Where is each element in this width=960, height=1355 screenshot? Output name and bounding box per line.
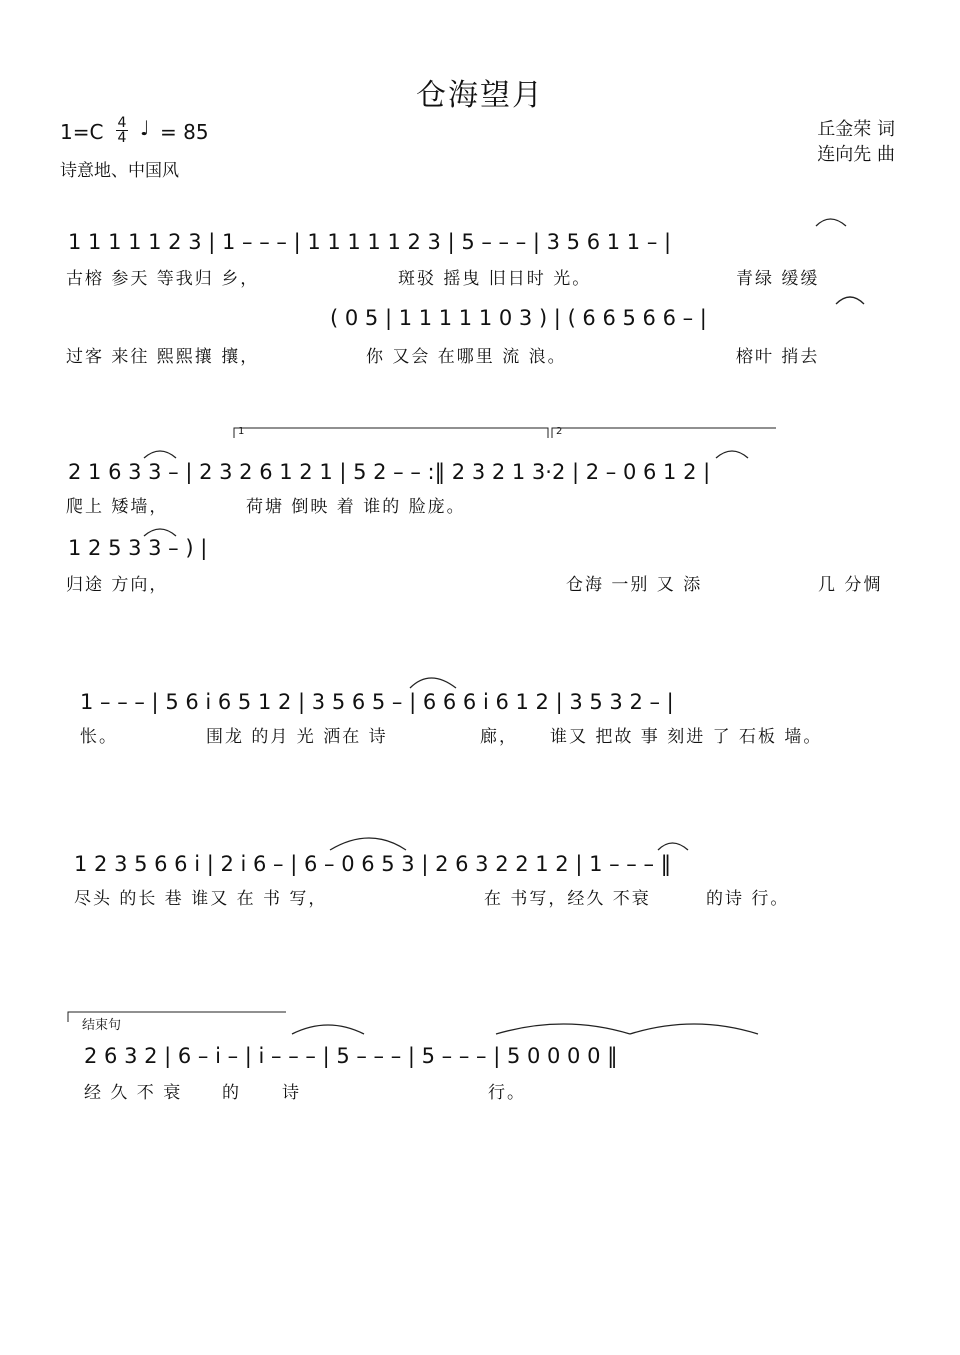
lyric-7b: 的: [222, 1083, 241, 1103]
lyric-4b: 仓海 一别 又 添: [566, 575, 703, 595]
ending-bracket: [68, 1012, 286, 1022]
expression-mark: 诗意地、中国风: [60, 161, 179, 181]
ending-label: 结束句: [82, 1018, 122, 1033]
notation-row-5: 1 – – – | 5 6 i 6 5 1 2 | 3 5 6 5 – | 6 6 6 i 6 1 2 | 3 5 3 2 – |: [80, 690, 674, 714]
lyric-6b: 在 书写，经久 不衰: [484, 889, 651, 909]
notation-row-2: ( 0 5 | 1 1 1 1 1 0 3 ) | ( 6 6 5 6 6 – |: [330, 306, 707, 330]
lyric-6a: 尽头 的长 巷 谁又 在 书 写，: [74, 889, 328, 909]
slur: [836, 297, 864, 304]
tempo-value: = 85: [160, 120, 209, 144]
lyric-6c: 的诗 行。: [706, 889, 790, 909]
time-signature-bottom: 4: [117, 130, 127, 146]
composer-credit: 连向先 曲: [817, 144, 895, 165]
lyric-5c: 廊，: [480, 727, 518, 747]
slur: [144, 529, 176, 536]
slur: [292, 1025, 364, 1034]
lyric-5b: 围龙 的月 光 洒在 诗: [206, 727, 388, 747]
lyric-3a: 爬上 矮墙，: [66, 497, 169, 517]
notation-row-7: 2 6 3 2 | 6 – i – | i – – – | 5 – – – | 5 – – – | 5 0 0 0 0 ‖: [84, 1044, 618, 1068]
slur: [816, 219, 846, 226]
lyric-4c: 几 分惆: [818, 575, 883, 595]
slur: [496, 1024, 630, 1034]
lyric-2a: 过客 来往 熙熙攘 攘，: [66, 347, 260, 367]
volta-bracket-2: [552, 428, 776, 438]
lyric-3b: 荷塘 倒映 着 谁的 脸庞。: [246, 497, 466, 517]
lyric-7c: 诗: [282, 1083, 301, 1103]
lyric-1b: 斑驳 摇曳 旧日时 光。: [398, 269, 592, 289]
slur: [330, 838, 406, 850]
lyric-7d: 行。: [488, 1083, 526, 1103]
slur: [658, 843, 688, 850]
lyric-1a: 古榕 参天 等我归 乡，: [66, 269, 260, 289]
quarter-note-icon: ♩: [140, 116, 150, 140]
slur: [144, 451, 176, 458]
lyric-7a: 经 久 不 衰: [84, 1083, 183, 1103]
lyric-1c: 青绿 缓缓: [736, 269, 820, 289]
lyricist-credit: 丘金荣 词: [817, 119, 895, 140]
lyric-2c: 榕叶 捎去: [736, 347, 820, 367]
lyric-4a: 归途 方向，: [66, 575, 169, 595]
lyric-2b: 你 又会 在哪里 流 浪。: [366, 347, 567, 367]
song-title: 仓海望月: [416, 78, 544, 113]
notation-row-6: 1 2 3 5 6 6 i | 2 i 6 – | 6 – 0 6 5 3 | 2 6 3 2 2 1 2 | 1 – – – ‖: [74, 852, 672, 876]
lyric-5a: 怅。: [80, 727, 118, 747]
volta-2-label: 2: [556, 426, 563, 437]
notation-row-1: 1 1 1 1 1 2 3 | 1 – – – | 1 1 1 1 1 2 3 | 5 – – – | 3 5 6 1 1 – |: [68, 230, 672, 254]
volta-bracket-1: [234, 428, 548, 438]
slur: [410, 678, 456, 688]
lyric-5d: 谁又 把故 事 刻进 了 石板 墙。: [550, 727, 823, 747]
key-signature: 1=C: [60, 120, 104, 144]
volta-1-label: 1: [238, 426, 245, 437]
time-signature-top: 4: [117, 115, 127, 131]
notation-row-4: 1 2 5 3 3 – ) |: [68, 536, 208, 560]
slur: [716, 451, 748, 458]
slur: [630, 1024, 758, 1034]
notation-row-3: 2 1 6 3 3 – | 2 3 2 6 1 2 1 | 5 2 – – :‖ 2 3 2 1 3·2 | 2 – 0 6 1 2 |: [68, 460, 711, 484]
